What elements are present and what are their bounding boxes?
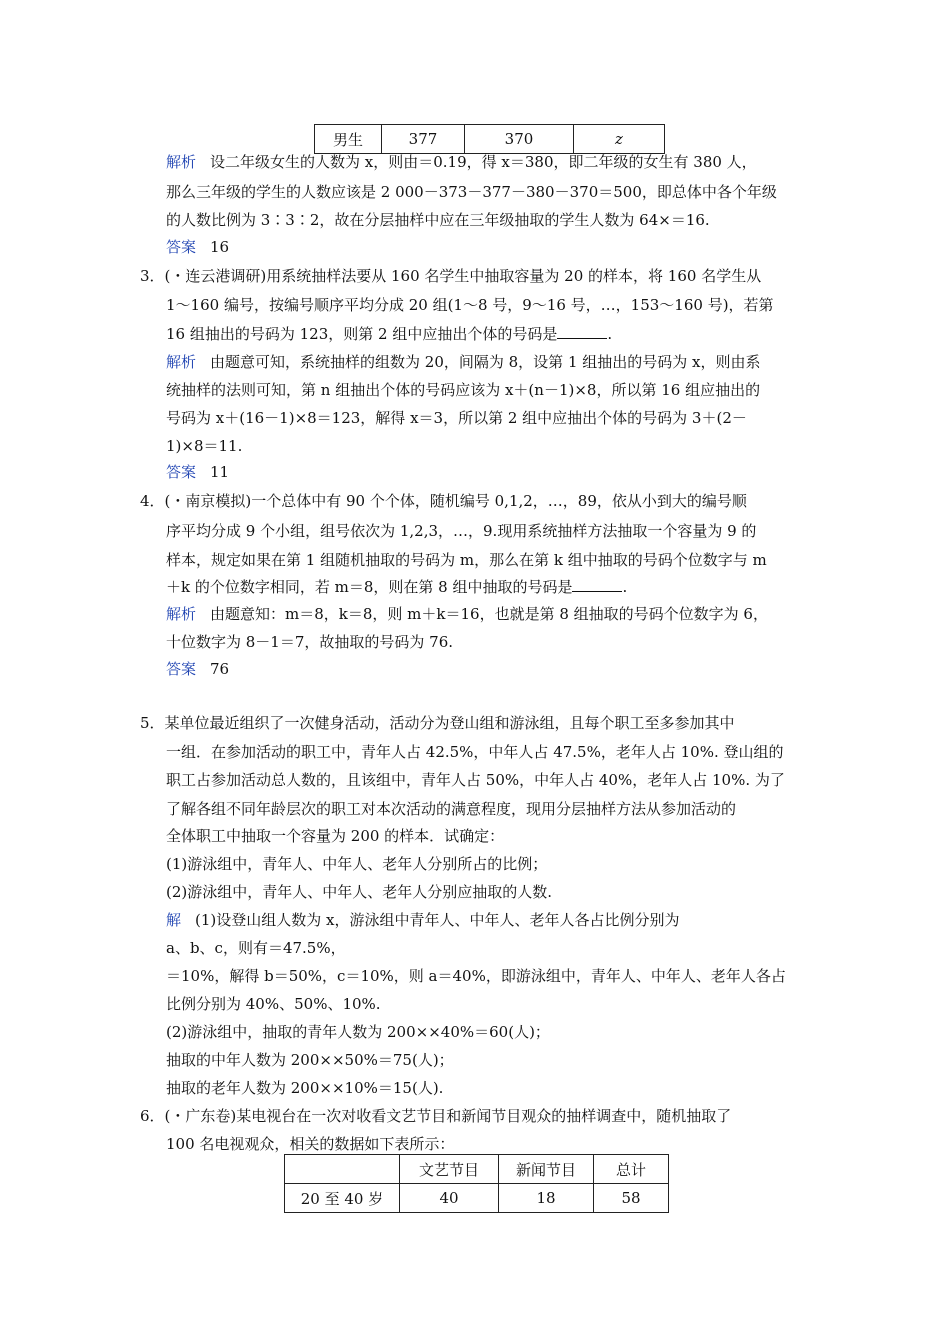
gender-table <box>314 124 665 154</box>
answer-value: 76 <box>210 660 230 678</box>
table-cell: 18 <box>499 1184 594 1213</box>
q4-end: . <box>622 578 628 596</box>
q3-sol-1 <box>166 352 761 372</box>
q4-line-4 <box>166 577 627 597</box>
q4-line-2: 序平均分成 9 个小组，组号依次为 1,2,3，…，9.现用系统抽样方法抽取一个容量为 9 的 <box>166 522 757 540</box>
q4-sol-1 <box>166 604 768 624</box>
q5-sol-7: 抽取的老年人数为 200××10%＝15(人). <box>166 1079 444 1097</box>
q5-sol-5: (2)游泳组中，抽取的青年人数为 200××40%＝60(人)； <box>166 1023 550 1041</box>
s2-line-2: 那么三年级的学生的人数应该是 2 000－373－377－380－370＝500，即总体中各个年级 <box>166 183 777 201</box>
q5-line-6: (1)游泳组中，青年人、中年人、老年人分别所占的比例； <box>166 855 548 873</box>
table-cell: z <box>574 125 665 154</box>
table-row <box>285 1184 669 1213</box>
s2-line-1 <box>166 152 757 172</box>
q5-sol-1 <box>166 910 680 930</box>
q5-line-5: 全体职工中抽取一个容量为 200 的样本．试确定： <box>166 827 505 845</box>
q4-line-3: 样本，规定如果在第 1 组随机抽取的号码为 m，那么在第 k 组中抽取的号码个位数字与 m <box>166 551 767 569</box>
q3-sol-3: 号码为 x＋(16－1)×8＝123，解得 x＝3，所以第 2 组中应抽出个体的号码为 3＋(2－ <box>166 409 747 427</box>
q5-line-4: 了解各组不同年龄层次的职工对本次活动的满意程度，现用分层抽样方法从参加活动的 <box>166 800 737 818</box>
q6-line-1: 6．(・广东卷)某电视台在一次对收看文艺节目和新闻节目观众的抽样调查中，随机抽取了 <box>140 1107 732 1125</box>
table-cell: 377 <box>382 125 465 154</box>
q5-line-3: 职工占参加活动总人数的，且该组中，青年人占 50%，中年人占 40%，老年人占 10%. 为了 <box>166 771 785 789</box>
answer-blank <box>557 324 607 339</box>
table-cell: 40 <box>400 1184 499 1213</box>
q5-sol-6: 抽取的中年人数为 200××50%＝75(人)； <box>166 1051 454 1069</box>
answer-label: 答案 <box>166 660 197 678</box>
answer-value: 11 <box>210 463 230 481</box>
s2-answer <box>166 237 229 257</box>
solution-label: 解析 <box>166 605 197 623</box>
answer-label: 答案 <box>166 238 197 256</box>
table-cell: 58 <box>594 1184 669 1213</box>
q3-sol-4: 1)×8＝11. <box>166 437 243 455</box>
q6-line-2: 100 名电视观众，相关的数据如下表所示： <box>166 1135 455 1153</box>
q4-answer <box>166 659 229 679</box>
q4-sol-2: 十位数字为 8－1＝7，故抽取的号码为 76. <box>166 633 454 651</box>
solution-text: 由题意知：m＝8，k＝8，则 m＋k＝16，也就是第 8 组抽取的号码个位数字为 6， <box>210 605 768 623</box>
table-header-cell: 总计 <box>594 1155 669 1184</box>
q5-line-1: 5．某单位最近组织了一次健身活动，活动分为登山组和游泳组，且每个职工至多参加其中 <box>140 714 735 732</box>
q3-sol-2: 统抽样的法则可知，第 n 组抽出个体的号码应该为 x＋(n－1)×8，所以第 16 组应抽出的 <box>166 381 761 399</box>
viewer-table <box>284 1154 669 1213</box>
q4-line-1: 4．(・南京模拟)一个总体中有 90 个个体，随机编号 0,1,2，…，89，依从小到大的编号顺 <box>140 492 747 510</box>
table-header-cell <box>285 1155 400 1184</box>
q5-line-2: 一组．在参加活动的职工中，青年人占 42.5%，中年人占 47.5%，老年人占 10%. 登山组的 <box>166 743 784 761</box>
q3-text: 16 组抽出的号码为 123，则第 2 组中应抽出个体的号码是 <box>166 325 558 343</box>
answer-value: 16 <box>210 238 230 256</box>
solution-label: 解析 <box>166 153 197 171</box>
q4-text: ＋k 的个位数字相同，若 m＝8，则在第 8 组中抽取的号码是 <box>166 578 573 596</box>
table-row <box>315 125 665 154</box>
table-header-row <box>285 1155 669 1184</box>
table-header-cell: 文艺节目 <box>400 1155 499 1184</box>
q3-end: . <box>607 325 613 343</box>
q3-line-2: 1～160 编号，按编号顺序平均分成 20 组(1～8 号，9～16 号，…，153～160 号)，若第 <box>166 296 774 314</box>
q3-line-1: 3．(・连云港调研)用系统抽样法要从 160 名学生中抽取容量为 20 的样本，将 160 名学生从 <box>140 267 762 285</box>
q3-answer <box>166 462 229 482</box>
q3-line-3 <box>166 324 612 344</box>
table-cell: 20 至 40 岁 <box>285 1184 400 1213</box>
answer-label: 答案 <box>166 463 197 481</box>
q5-sol-4: 比例分别为 40%、50%、10%. <box>166 995 381 1013</box>
s2-line-3: 的人数比例为 3∶3∶2，故在分层抽样中应在三年级抽取的学生人数为 64×＝16. <box>166 211 710 229</box>
table-cell: 男生 <box>315 125 382 154</box>
q5-sol-2: a、b、c，则有＝47.5%， <box>166 939 346 957</box>
q5-line-7: (2)游泳组中，青年人、中年人、老年人分别应抽取的人数. <box>166 883 553 901</box>
solution-label: 解 <box>166 911 182 929</box>
answer-blank <box>572 577 622 592</box>
q5-sol-3: ＝10%，解得 b＝50%，c＝10%，则 a＝40%，即游泳组中，青年人、中年人、老年人各占 <box>166 967 786 985</box>
solution-text: 由题意可知，系统抽样的组数为 20，间隔为 8，设第 1 组抽出的号码为 x，则由系 <box>210 353 761 371</box>
solution-text: 设二年级女生的人数为 x，则由＝0.19，得 x＝380，即二年级的女生有 380 人， <box>210 153 757 171</box>
solution-text: (1)设登山组人数为 x，游泳组中青年人、中年人、老年人各占比例分别为 <box>195 911 680 929</box>
table-header-cell: 新闻节目 <box>499 1155 594 1184</box>
table-cell: 370 <box>465 125 574 154</box>
solution-label: 解析 <box>166 353 197 371</box>
